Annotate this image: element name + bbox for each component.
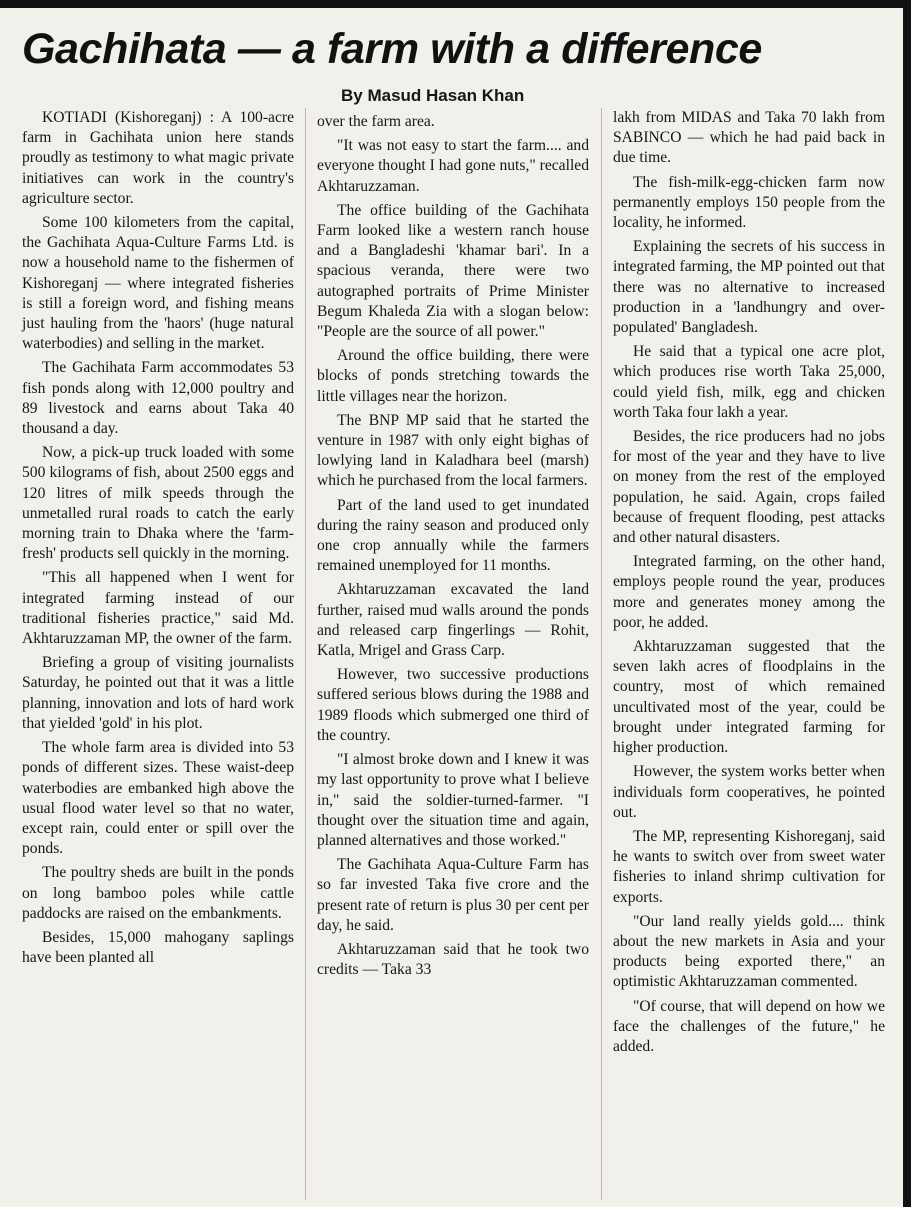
paragraph: However, the system works better when individuals form cooperatives, he pointed out.: [613, 763, 885, 821]
paragraph: The fish-milk-egg-chicken farm now permanently employs 150 people from the locality, he informed.: [613, 173, 885, 232]
article-column-3: [613, 108, 885, 1061]
paragraph: Integrated farming, on the other hand, employs people round the year, produces more and generates money among the poor, he added.: [613, 553, 885, 631]
paragraph: Briefing a group of visiting journalists Saturday, he pointed out that it was a little planning, innovation and lots of hard work that yielded 'gold' in his plot.: [22, 654, 294, 732]
paragraph: Explaining the secrets of his success in integrated farming, the MP pointed out that there was no alternative to increased production in a 'landhungry and over-populated' Bangladesh.: [613, 238, 885, 337]
article-column-1: [22, 108, 294, 972]
paragraph: "This all happened when I went for integrated farming instead of our traditional fisheries practice," said Md. Akhtaruzzaman MP, the owner of the farm.: [22, 569, 294, 648]
paragraph: lakh from MIDAS and Taka 70 lakh from SABINCO — which he had paid back in due time.: [613, 109, 885, 167]
paragraph: "Of course, that will depend on how we face the challenges of the future," he added.: [613, 997, 885, 1055]
paragraph: Akhtaruzzaman excavated the land further, raised mud walls around the ponds and released carp fingerlings — Rohit, Katla, Mrigel and Grass Carp.: [317, 581, 589, 660]
paragraph: Around the office building, there were blocks of ponds stretching towards the little villages near the horizon.: [317, 347, 589, 405]
paragraph: Some 100 kilometers from the capital, the Gachihata Aqua-Culture Farms Ltd. is now a household name to the fishermen of Kishoreganj — where integrated fisheries is still a foreign word, and fishing means just hauling from the 'haors' (huge natural waterbodies) and selling in the market.: [22, 214, 294, 353]
paragraph: However, two successive productions suffered serious blows during the 1988 and 1989 floods which submerged one third of the country.: [317, 666, 589, 744]
paragraph: The office building of the Gachihata Farm looked like a western ranch house and a Bangladeshi 'khamar bari'. In a spacious veranda, there were two autographed portraits of Prime Minister Begum Khaleda Zia with a slogan below: "People are the source of all power.": [317, 201, 589, 341]
paragraph: Part of the land used to get inundated during the rainy season and produced only one crop annually while the farmers remained unemployed for 11 months.: [317, 496, 589, 575]
column-divider: [305, 108, 306, 1200]
paragraph: KOTIADI (Kishoreganj) : A 100-acre farm in Gachihata union here stands proudly as testimony to what magic private initiatives can work in the country's agriculture sector.: [22, 109, 294, 207]
column-divider: [601, 108, 602, 1200]
paragraph: Akhtaruzzaman said that he took two credits — Taka 33: [317, 940, 589, 979]
paragraph: "It was not easy to start the farm.... and everyone thought I had gone nuts," recalled Akhtaruzzaman.: [317, 137, 589, 195]
headline: Gachihata — a farm with a difference: [22, 25, 762, 73]
page-edge: [903, 0, 911, 1207]
paragraph: The whole farm area is divided into 53 ponds of different sizes. These waist-deep waterbodies are embanked high above the usual flood water level so that no water, except rain, could enter or spill over the ponds.: [22, 739, 294, 858]
paragraph: The poultry sheds are built in the ponds on long bamboo poles while cattle paddocks are raised on the embankments.: [22, 864, 294, 922]
paragraph: He said that a typical one acre plot, which produces rise worth Taka 25,000, could yield fish, milk, egg and chicken worth Taka four lakh a year.: [613, 343, 885, 421]
paragraph: The BNP MP said that he started the venture in 1987 with only eight bighas of lowlying land in Kaladhara beel (marsh) which he purchased from the local farmers.: [317, 411, 589, 490]
paragraph: The Gachihata Farm accommodates 53 fish ponds along with 12,000 poultry and 89 livestock and earns about Taka 40 thousand a day.: [22, 359, 294, 438]
paragraph: The MP, representing Kishoreganj, said he wants to switch over from sweet water fisheries to inland shrimp cultivation for exports.: [613, 827, 885, 906]
paragraph: Akhtaruzzaman suggested that the seven lakh acres of floodplains in the country, most of which remained uncultivated most of the year, could be brought under integrated farming for higher production.: [613, 638, 885, 757]
paragraph: Besides, 15,000 mahogany saplings have been planted all: [22, 928, 294, 967]
byline: By Masud Hasan Khan: [341, 86, 525, 105]
paragraph: "Our land really yields gold.... think about the new markets in Asia and your products being exported there," an optimistic Akhtaruzzaman commented.: [613, 912, 885, 991]
paragraph: "I almost broke down and I knew it was my last opportunity to prove what I believe in," said the soldier-turned-farmer. "I thought over the situation time and again, planned alternatives and those worked.": [317, 751, 589, 849]
paragraph: The Gachihata Aqua-Culture Farm has so far invested Taka five crore and the present rate of return is plus 30 per cent per day, he said.: [317, 856, 589, 934]
paragraph: Besides, the rice producers had no jobs for most of the year and they have to live on money from the rest of the employed population, he said. Again, crops failed because of frequent flooding, pest attacks and other natural disasters.: [613, 428, 885, 547]
paragraph: over the farm area.: [317, 113, 435, 130]
top-border: [0, 0, 911, 8]
article-column-2: [317, 112, 589, 984]
paragraph: Now, a pick-up truck loaded with some 500 kilograms of fish, about 2500 eggs and 120 litres of milk speeds through the unmetalled rural roads to catch the early morning train to Dhaka where the 'farm-fresh' products sell quickly in the morning.: [22, 444, 294, 563]
